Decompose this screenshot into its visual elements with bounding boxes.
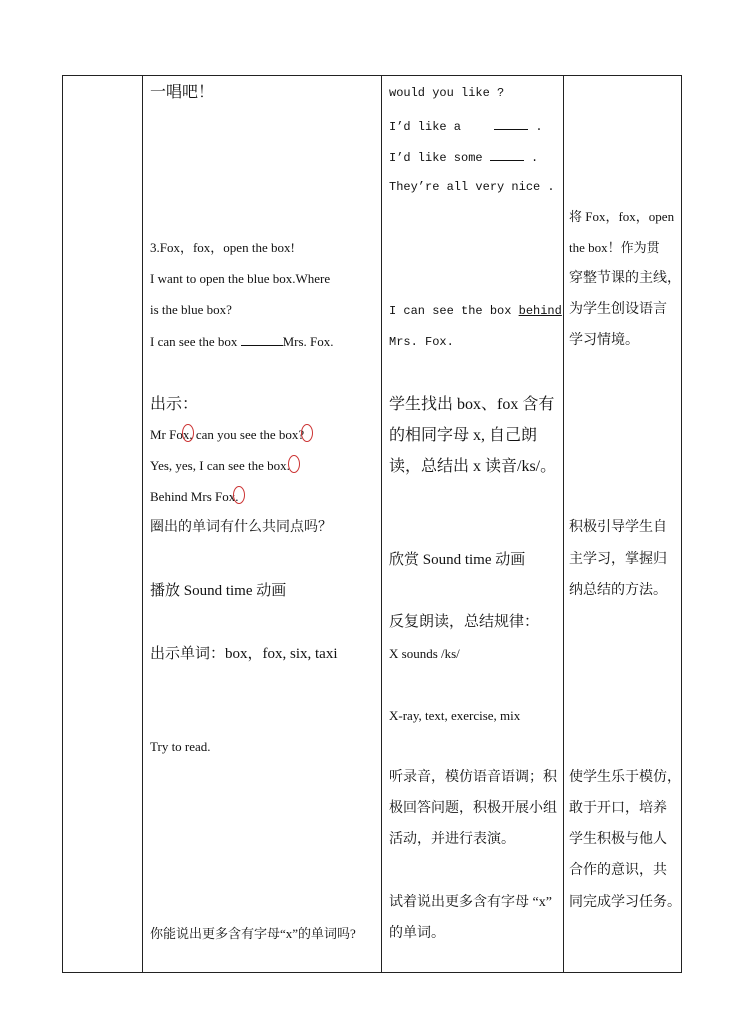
- column-divider-3: [563, 76, 564, 972]
- would-line: would you like ?: [389, 86, 505, 100]
- x-circle-mark: [233, 486, 245, 504]
- x-sounds: X sounds /ks/: [389, 646, 460, 661]
- intent-2-line-1: 积极引导学生自: [569, 520, 667, 535]
- want-line-1: I want to open the blue box.Where: [150, 271, 331, 286]
- answer-word: behind: [518, 304, 562, 318]
- intent-1-line-5: 学习情境。: [569, 333, 639, 348]
- answer-blank: [241, 334, 283, 346]
- rhyme-line-mrfox: Mr Fox, can you see the box?: [150, 427, 305, 442]
- mrs-fox-line: Mrs. Fox.: [389, 335, 454, 349]
- show-label: 出示：: [150, 396, 199, 413]
- rhyme-line-yes: Yes, yes, I can see the box.: [150, 458, 290, 473]
- x-circle-mark: [288, 455, 300, 473]
- intent-3-line-1: 使学生乐于模仿，: [569, 770, 681, 785]
- intent-3-line-4: 合作的意识，共: [569, 863, 667, 878]
- find-line-1: 学生找出 box、fox 含有: [389, 396, 555, 413]
- intent-1-line-4: 为学生创设语言: [569, 302, 667, 317]
- answer-blank: [494, 118, 528, 130]
- see-prefix: I can see the box: [150, 334, 241, 349]
- listen-line-2: 极回答问题，积极开展小组: [389, 801, 557, 816]
- show-words: 出示单词：box，fox, six, taxi: [150, 646, 338, 662]
- column-divider-2: [381, 76, 382, 972]
- intent-1-line-2: the box！作为贯: [569, 240, 660, 255]
- try-read: Try to read.: [150, 739, 211, 754]
- answer-sentence: I can see the box behind: [389, 304, 562, 318]
- rhyme-line-behind: Behind Mrs Fox.: [150, 489, 239, 504]
- find-line-2: 的相同字母 x, 自己朗: [389, 427, 538, 444]
- play-animation: 播放 Sound time 动画: [150, 583, 287, 599]
- rhyme-title: 3.Fox，fox，open the box!: [150, 240, 295, 255]
- like-a-line: I’d like a .: [389, 120, 543, 134]
- x-circle-mark: [301, 424, 313, 442]
- intent-3-line-3: 学生积极与他人: [569, 832, 667, 847]
- they-line: They’re all very nice .: [389, 180, 555, 194]
- try-line-1: 试着说出更多含有字母 “x”: [389, 895, 552, 910]
- want-line-2: is the blue box?: [150, 302, 232, 317]
- answer-blank: [490, 149, 524, 161]
- enjoy-animation: 欣赏 Sound time 动画: [389, 552, 526, 568]
- intent-2-line-2: 主学习，掌握归: [569, 552, 667, 567]
- fill-blank-sentence: [150, 334, 334, 348]
- listen-line-3: 活动，并进行表演。: [389, 832, 515, 847]
- intent-2-line-3: 纳总结的方法。: [569, 583, 667, 598]
- circle-question: 圈出的单词有什么共同点吗？: [150, 520, 332, 535]
- intent-3-line-2: 敢于开口，培养: [569, 801, 667, 816]
- x-circle-mark: [182, 424, 194, 442]
- sing-heading: 一唱吧！: [150, 84, 215, 101]
- intent-3-line-5: 同完成学习任务。: [569, 895, 681, 910]
- column-divider-1: [142, 76, 143, 972]
- more-words-question: 你能说出更多含有字母“x”的单词吗?: [150, 926, 356, 941]
- find-line-3: 读，总结出 x 读音/ks/。: [389, 458, 557, 475]
- x-words: X-ray, text, exercise, mix: [389, 708, 521, 723]
- intent-1-line-3: 穿整节课的主线，: [569, 271, 681, 286]
- repeat-summary: 反复朗读，总结规律：: [389, 614, 540, 630]
- like-some-line: I’d like some .: [389, 151, 539, 165]
- intent-1-line-1: 将 Fox，fox，open: [569, 209, 675, 224]
- try-line-2: 的单词。: [389, 926, 445, 941]
- listen-line-1: 听录音，模仿语音语调；积: [389, 770, 557, 785]
- see-suffix: Mrs. Fox.: [282, 334, 334, 349]
